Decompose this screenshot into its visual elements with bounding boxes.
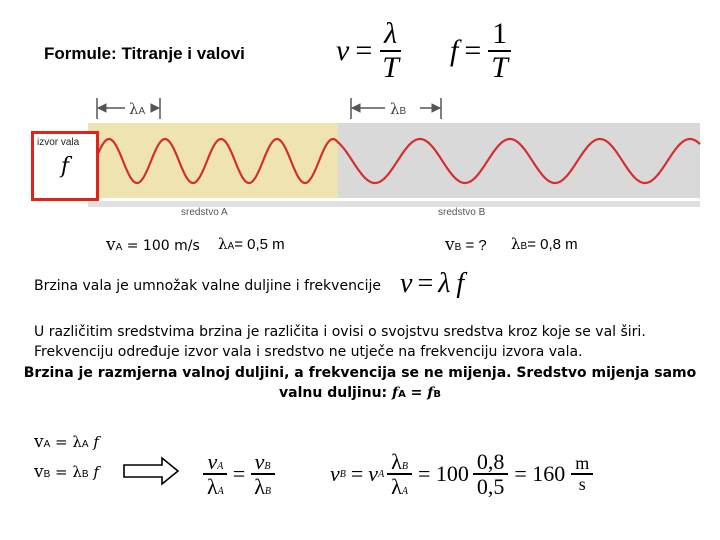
medium-a-region bbox=[88, 123, 338, 198]
medium-b-label: sredstvo B bbox=[438, 207, 486, 218]
lambda-a-label: λA bbox=[129, 100, 146, 118]
result-formula: v B = v A $\frac{\lambda B}{\lambda A}$ = 100 $\frac{0,8}{0,5}$ = 160 $\frac{m}{s}$ bbox=[330, 450, 593, 498]
paragraph-proportional bbox=[20, 363, 700, 405]
statement-text: Brzina vala je umnožak valne duljine i frekvencije bbox=[34, 278, 382, 294]
wave-diagram bbox=[0, 95, 720, 225]
v-symbol: v bbox=[336, 33, 350, 67]
velocity-b-value: vB = ? bbox=[445, 235, 487, 255]
wave-source-label: izvor vala bbox=[37, 137, 80, 148]
one-numerator: 1 bbox=[488, 18, 511, 52]
equals-sign: = bbox=[464, 33, 482, 67]
paragraph-medium bbox=[34, 322, 694, 362]
f-symbol: f bbox=[450, 33, 459, 67]
medium-b-region bbox=[338, 123, 700, 198]
wavelength-b-value: λB= 0,8 m bbox=[511, 235, 578, 253]
frequency-formula bbox=[450, 18, 512, 83]
wavelength-a-value: λA= 0,5 m bbox=[218, 235, 285, 253]
equation-b: vB = λB f bbox=[34, 462, 99, 482]
right-arrow-icon bbox=[122, 456, 182, 486]
wave-source-box bbox=[31, 131, 99, 201]
medium-a-label: sredstvo A bbox=[181, 207, 228, 218]
velocity-a-value: vA = 100 m/s bbox=[106, 235, 200, 255]
equals-sign: = bbox=[355, 33, 373, 67]
paragraph-line: valnu duljinu: fA = fB bbox=[279, 385, 441, 401]
velocity-formula bbox=[336, 18, 403, 83]
paragraph-line: U različitim sredstvima brzina je različita i ovisi o svojstvu sredstva kroz koje se val širi. bbox=[34, 324, 646, 340]
lambda-b-label: λB bbox=[390, 100, 407, 118]
lambda-numerator: λ bbox=[380, 18, 401, 52]
v-lambda-f-formula: v = λ f bbox=[400, 268, 465, 299]
period-denominator: T bbox=[382, 50, 399, 84]
wave-source-symbol: f bbox=[60, 154, 70, 179]
period-denominator: T bbox=[491, 50, 508, 84]
ratio-formula: $\frac{vA}{\lambda A}$ = $\frac{vB}{\lambda B}$ bbox=[203, 450, 275, 498]
equation-a: vA = λA f bbox=[34, 432, 99, 452]
page-title: Formule: Titranje i valovi bbox=[44, 44, 245, 63]
paragraph-line: Brzina je razmjerna valnoj duljini, a frekvencija se ne mijenja. Sredstvo mijenja samo bbox=[23, 365, 697, 381]
paragraph-line: Frekvenciju određuje izvor vala i sredstvo ne utječe na frekvenciju izvora vala. bbox=[34, 344, 583, 360]
